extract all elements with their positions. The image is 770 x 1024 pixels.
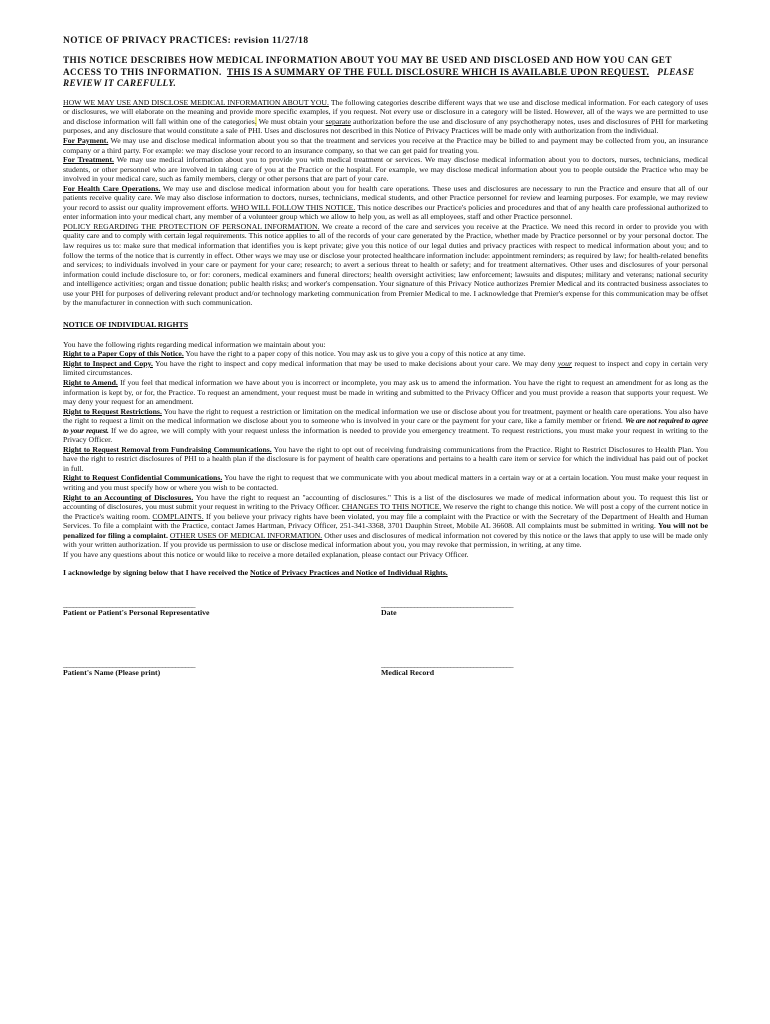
changes-text: We reserve the right to change this notice. We will post a copy of the current notice in the Practice's waiting room. (63, 502, 709, 521)
signature-block (63, 601, 708, 711)
accounting-label: Right to an Accounting of Disclosures. (63, 492, 194, 502)
paper-copy-paragraph (63, 349, 708, 359)
operations-paragraph (63, 184, 708, 222)
fundraising-label: Right to Request Removal from Fundraising Communications. (63, 444, 272, 454)
patient-name-line: ________________________________________ (63, 660, 195, 670)
complaints-label: COMPLAINTS. (152, 511, 204, 521)
rights-intro: You have the following rights regarding medical information we maintain about you: (63, 339, 326, 349)
notice-part1: THIS NOTICE DESCRIBES HOW MEDICAL INFORMATION ABOUT YOU MAY BE USED AND DISCLOSED AND HOW YOU CAN GET ACCESS TO THIS INFORMATION. (63, 55, 672, 77)
document-title: NOTICE OF PRIVACY PRACTICES: revision 11/27/18 (63, 36, 309, 46)
medical-record-line: ________________________________________ (381, 660, 513, 670)
payment-paragraph (63, 136, 708, 155)
other-uses-label: OTHER USES OF MEDICAL INFORMATION. (169, 530, 323, 540)
restrictions-label: Right to Request Restrictions. (63, 406, 162, 416)
acknowledgement-statement (63, 568, 708, 577)
policy-label: POLICY REGARDING THE PROTECTION OF PERSONAL INFORMATION. (63, 221, 320, 231)
confidential-paragraph (63, 473, 708, 492)
policy-text: We create a record of the care and services you receive at the Practice. We need this record in order to provide you with quality care and to comply with certain legal requirements. This notice applies to all of the records of your care generated by the Practice, whether made by Practice personnel or by your personal doctor. The law requires us to: make sure that medical information that identifies you is kept private; give you this notice of our legal duties and privacy practices with respect to medical information about you; and to follow the terms of the notice that is currently in effect. Other ways we may use or disclose your protected healthcare information include: appointment reminders; as required by law; for health-related benefits and services; to individuals involved in your care or payment for your care; research; to avert a serious threat to health or safety; and for treatment alternatives. Other uses and disclosures of your personal information could include disclosure to, or for: coroners, medical examiners and funeral directors; health oversight activities; law enforcement; lawsuits and disputes; military and veterans; national security and intelligence activities; organ and tissue donation; public health risks; and worker's compensation. Your signature of this Privacy Notice authorizes Premier Medical and its contracted business associates to use your PHI for purposes of delivering relevant product and/or technology marketing communication from Premier Medical to me. I acknowledge that Premier's expense for this communication may be offset by the manufacturer in connection with such communication. (63, 221, 709, 308)
notice-banner (63, 55, 708, 90)
notice-part3: PLEASE REVIEW IT CAREFULLY. (63, 66, 695, 89)
complaints-text: If you believe your privacy rights have been violated, you may file a complaint with the Practice or with the Secretary of the Department of Health and Human Services. To file a complaint with the Practice, contact James Hartman, Privacy Officer, 251-341-3368, 3701 Dauphin Street, Mobile AL 36608. All complaints must be submitted in writing. (63, 511, 708, 531)
acknowledgement-link: Notice of Privacy Practices and Notice of Individual Rights. (249, 568, 448, 578)
highlight-mark: . (254, 116, 257, 126)
not-penalized-note: You will not be penalized for filing a complaint. (63, 521, 708, 540)
rights-heading: NOTICE OF INDIVIDUAL RIGHTS (63, 319, 189, 329)
accounting-text: You have the right to request an "accounting of disclosures." This is a list of the disclosures we made of medical information about you. To request this list or accounting of disclosures, you must submit your request in writing to the Privacy Officer. (63, 492, 708, 512)
paper-copy-text: You have the right to a paper copy of this notice. You may ask us to give you a copy of this notice at any time. (183, 349, 526, 359)
patient-name-label: Patient's Name (Please print) (63, 668, 161, 678)
notice-part2: THIS IS A SUMMARY OF THE FULL DISCLOSURE WHICH IS AVAILABLE UPON REQUEST. (226, 66, 650, 77)
date-field[interactable] (381, 601, 513, 617)
accounting-paragraph (63, 493, 708, 550)
paper-copy-label: Right to a Paper Copy of this Notice. (63, 349, 184, 359)
representative-signature-field[interactable] (63, 601, 210, 617)
signature-line: ________________________________________ (63, 600, 195, 610)
uses-heading: HOW WE MAY USE AND DISCLOSE MEDICAL INFORMATION ABOUT YOU. (63, 97, 329, 107)
medical-record-field[interactable] (381, 661, 513, 677)
treatment-label: For Treatment. (63, 155, 114, 165)
date-line: ________________________________________ (381, 600, 513, 610)
treatment-paragraph (63, 155, 708, 184)
amend-label: Right to Amend. (63, 378, 118, 387)
inspect-paragraph (63, 359, 708, 378)
medical-record-label: Medical Record (381, 668, 435, 678)
not-required-note: We are not required to agree to your request. (63, 416, 708, 435)
patient-name-field[interactable] (63, 661, 195, 677)
operations-text: We may use and disclose medical information about you for health care operations. These uses and disclosures are necessary to run the Practice and ensure that all of our patients receive quality care. We may also disclose information to doctors, nurses, technicians, medical students, and other Practice personnel for review and learning purposes. For example, we may review your record to assist our quality improvement efforts. (63, 183, 708, 212)
acknowledgement-text: I acknowledge by signing below that I have received the (63, 568, 250, 578)
restrictions-text: You have the right to request a restriction or limitation on the medical information we use or disclose about you for treatment, payment or health care operations. You also have the right to request a limit on the medical information we disclose about you to someone who is involved in your care or the payment for your care, like a family member or friend. (63, 406, 708, 426)
amend-text: If you feel that medical information we have about you is incorrect or incomplete, you may ask us to amend the information. You have the right to request an amendment for as long as the information is kept by, or for, the Practice. To request an amendment, your request must be made in writing and submitted to the Privacy Officer and you must provide a reason that supports your request. We may deny your request for an amendment. (63, 378, 709, 407)
fundraising-paragraph (63, 445, 708, 474)
who-will-follow-label: WHO WILL FOLLOW THIS NOTICE. (230, 202, 356, 212)
operations-text-2: This notice describes our Practice's policies and procedures and that of any health care professional authorized to enter information into your medical chart, any member of a volunteer group which we allow to help you, as well as all employees, staff and other Practice personnel. (63, 202, 708, 222)
amend-paragraph (63, 378, 708, 407)
uses-intro-text-b: We must obtain your (256, 116, 326, 126)
privacy-notice-page (63, 36, 708, 711)
restrictions-text-2: If we do agree, we will comply with your request unless the information is needed to provide you emergency treatment. To request restrictions, you must make your request in writing to the Privacy Officer. (63, 425, 708, 445)
confidential-label: Right to Request Confidential Communications. (63, 473, 223, 483)
confidential-text: You have the right to request that we communicate with you about medical matters in a certain way or at a certain location. You must make your request in writing and you must specify how or where you wish to be contacted. (63, 473, 708, 493)
uses-intro-paragraph (63, 98, 708, 136)
restrictions-paragraph (63, 407, 708, 445)
treatment-text: We may use medical information about you to provide you with medical treatment or services. We may disclose medical information about you to doctors, nurses, technicians, medical students, or other personnel who are involved in taking care of you at the Practice or the hospital. For example, we may disclose medical information about you to people outside the Practice who may be involved in your medical care, such as family members, clergy or other persons that are part of your care. (63, 155, 708, 184)
changes-label: CHANGES TO THIS NOTICE. (341, 502, 442, 512)
payment-text: We may use and disclose medical information about you so that the treatment and services you receive at the Practice may be billed to and payment may be collected from you, an insurance company or a third party. For example: we may disclose your record to an insurance company, so that we can get paid for treating you. (63, 135, 708, 155)
policy-paragraph (63, 222, 708, 308)
uses-intro-text-c: authorization before the use and disclosure of any psychotherapy notes, uses and disclosures of PHI for marketing purposes, and any disclosure that would constitute a sale of PHI. Uses and disclosures not described in this Notice of Privacy Practices will be made only with authorization from the individual. (63, 116, 708, 136)
date-label: Date (381, 608, 397, 618)
other-uses-text: Other uses and disclosures of medical information not covered by this notice or the laws that apply to use will be made only with your written authorization. If you provide us permission to use or disclose medical information about you, you may revoke that permission, in writing, at any time. (63, 530, 708, 550)
inspect-label: Right to Inspect and Copy. (63, 358, 153, 368)
inspect-your: your (557, 358, 572, 368)
uses-intro-text: The following categories describe different ways that we use and disclose medical information. For each category of uses or disclosures, we will elaborate on the meaning and provide more specific examples, if you request. Not every use or disclosure in a category will be listed. However, all of the ways we are permitted to use and disclose information will fall within one of the categories (63, 97, 708, 126)
separate-word: separate (325, 116, 351, 126)
questions-paragraph: If you have any questions about this notice or would like to receive a more detailed explanation, please contact our Privacy Officer. (63, 549, 469, 559)
inspect-text: You have the right to inspect and copy medical information that may be used to make decisions about your care. We may deny (152, 358, 558, 368)
fundraising-text: You have the right to opt out of receiving fundraising communications from the Practice. Right to Restrict Disclosures to Health Plan. You have the right to restrict disclosures of PHI to a health plan if the disclosure is for payment of health care operations and pertains to a health care item or service for which the individual has paid out of pocket in full. (63, 444, 708, 473)
payment-label: For Payment. (63, 135, 109, 145)
inspect-text-2: request to inspect and copy in certain very limited circumstances. (63, 358, 709, 378)
operations-label: For Health Care Operations. (63, 183, 161, 193)
representative-label: Patient or Patient's Personal Representative (63, 608, 210, 618)
